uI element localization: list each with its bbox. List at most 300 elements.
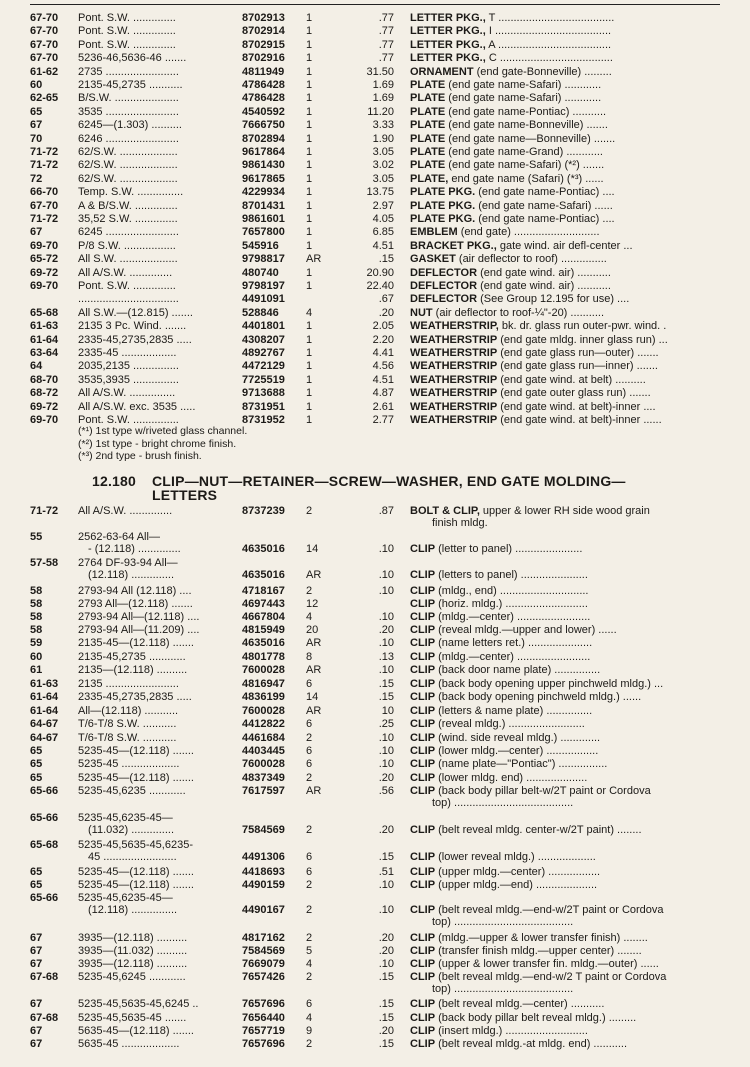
model-application: 2562-63-64 All— <box>78 531 160 543</box>
model-application: All A/S.W. ............... <box>78 387 176 400</box>
part-description <box>410 79 725 92</box>
part-name: LETTER PKG., <box>410 12 486 24</box>
part-number: 4635016 <box>242 637 285 649</box>
section-title-line2: LETTERS <box>152 487 218 503</box>
model-application: 5235-45—(12.118) ....... <box>78 866 194 878</box>
part-detail: upper & lower RH side wood grain <box>479 505 650 517</box>
part-description <box>410 133 725 146</box>
part-name: CLIP <box>410 904 436 916</box>
part-detail: (letters to panel) ...................... <box>435 569 588 581</box>
model-application: All S.W. ................... <box>78 253 178 266</box>
year-range: 62-65 <box>30 92 59 105</box>
part-number: 7669079 <box>242 958 285 970</box>
quantity: 1 <box>306 333 313 346</box>
price: .15 <box>378 851 394 863</box>
price: 11.20 <box>367 105 394 118</box>
part-name: WEATHERSTRIP <box>410 414 498 426</box>
price: 13.75 <box>366 186 394 199</box>
part-name: CLIP <box>410 664 436 676</box>
part-description <box>410 824 725 837</box>
year-range: 60 <box>30 651 43 663</box>
model-application: 62/S.W. ................... <box>78 159 178 172</box>
part-detail: (end gate-Bonneville) ......... <box>473 65 612 78</box>
part-detail: (transfer finish mldg.—upper center) ........ <box>435 945 642 957</box>
year-range: 69-70 <box>30 280 59 292</box>
part-name: GASKET <box>410 253 456 266</box>
part-description-cont: top) ....................................... <box>432 797 574 809</box>
part-name: CLIP <box>410 824 436 836</box>
part-detail: (lower mldg.—center) ................. <box>435 745 599 757</box>
part-name: CLIP <box>410 879 436 891</box>
footnote: (*³) 2nd type - brush finish. <box>78 450 202 462</box>
part-description <box>410 611 725 624</box>
year-range: 60 <box>30 79 43 91</box>
part-description <box>410 678 725 691</box>
part-name: CLIP <box>410 785 436 797</box>
part-number: 7657426 <box>242 971 285 983</box>
part-description <box>410 334 725 347</box>
price: .77 <box>378 52 394 65</box>
part-detail: (name plate—"Pontiac") ................ <box>435 758 608 770</box>
part-detail: (reveal mldg.) ......................... <box>435 718 585 730</box>
quantity: 1 <box>306 414 313 426</box>
part-name: DEFLECTOR <box>410 293 478 306</box>
part-detail: (back body pillar belt-w/2T paint or Cordova <box>435 785 651 797</box>
part-name: PLATE PKG. <box>410 199 476 212</box>
part-description <box>410 360 725 373</box>
model-application: 62/S.W. ................... <box>78 172 178 185</box>
price: .15 <box>378 691 394 703</box>
part-description <box>410 945 725 958</box>
model-application: 2335-45,2735,2835 ..... <box>78 333 192 346</box>
part-number: 4635016 <box>242 543 285 555</box>
quantity: 1 <box>306 387 313 400</box>
quantity: 8 <box>306 651 313 663</box>
part-number: 4786428 <box>242 92 285 105</box>
part-detail: (upper mldg.—end) .................... <box>435 879 598 891</box>
quantity: 1 <box>306 132 313 145</box>
quantity: 1 <box>306 65 313 78</box>
year-range: 65-66 <box>30 892 59 904</box>
part-number: 4403445 <box>242 745 285 757</box>
quantity: 2 <box>306 732 313 744</box>
part-detail: (end gate name-Pontiac) ........... <box>445 105 607 118</box>
part-detail: I ...................................... <box>485 25 612 38</box>
top-rule <box>30 4 720 5</box>
part-name: BOLT & CLIP, <box>410 505 480 517</box>
part-number: 4811949 <box>242 65 285 78</box>
model-application: 2135 3 Pc. Wind. ....... <box>78 320 187 333</box>
part-description <box>410 866 725 879</box>
part-number: 8702914 <box>242 25 285 38</box>
price: .25 <box>378 718 394 730</box>
part-number: 4892767 <box>242 347 285 359</box>
quantity: 1 <box>306 159 313 172</box>
part-name: CLIP <box>410 971 436 983</box>
part-description-cont: finish mldg. <box>432 517 488 529</box>
year-range: 65 <box>30 758 43 770</box>
part-number: 7600028 <box>242 705 285 717</box>
part-number: 8701431 <box>242 199 285 212</box>
part-description <box>410 387 725 400</box>
year-range: 68-72 <box>30 387 59 400</box>
part-detail: (back body opening pinchweld mldg.) ...... <box>435 691 642 703</box>
part-detail: (name letters ret.) ..................... <box>435 637 593 649</box>
part-description <box>410 186 725 199</box>
model-application: 5235-45,6235-45— <box>78 812 173 824</box>
model-application: B/S.W. ..................... <box>78 92 179 105</box>
part-name: CLIP <box>410 678 436 690</box>
price: .10 <box>378 879 394 891</box>
quantity: 1 <box>306 12 313 24</box>
model-application: 5635-45—(12.118) ....... <box>78 1025 194 1037</box>
part-number: 7657800 <box>242 226 285 239</box>
part-number: 8731952 <box>242 414 285 426</box>
part-number: 9798197 <box>242 280 285 292</box>
year-range: 64-67 <box>30 718 59 730</box>
price: 31.50 <box>366 65 394 78</box>
price: .20 <box>378 932 394 944</box>
year-range: 71-72 <box>30 159 59 172</box>
part-description <box>410 146 725 159</box>
year-range: 64 <box>30 360 43 373</box>
part-detail: (end gate name-Safari) ............ <box>445 79 602 91</box>
model-application: All A/S.W. .............. <box>78 505 173 517</box>
part-description <box>410 293 725 306</box>
section-number: 12.180 <box>92 473 137 489</box>
price: 4.41 <box>372 347 394 359</box>
part-description <box>410 664 725 677</box>
price: 2.20 <box>372 333 394 346</box>
part-detail: (end gate name-Pontiac) .... <box>475 186 615 199</box>
part-detail: (end gate name-Bonneville) ....... <box>445 119 608 132</box>
part-name: CLIP <box>410 691 436 703</box>
part-name: CLIP <box>410 758 436 770</box>
year-range: 67 <box>30 1025 43 1037</box>
part-name: CLIP <box>410 598 436 610</box>
price: 1.90 <box>372 132 394 145</box>
year-range: 58 <box>30 598 43 610</box>
part-description <box>410 772 725 785</box>
quantity: 1 <box>306 92 313 105</box>
model-application: 5235-45,6235-45— <box>78 892 173 904</box>
part-description <box>410 998 725 1011</box>
quantity: 4 <box>306 306 313 319</box>
part-name: CLIP <box>410 569 436 581</box>
year-range: 55 <box>30 531 43 543</box>
part-name: ORNAMENT <box>410 65 474 78</box>
part-detail: gate wind. air defl-center ... <box>496 239 633 252</box>
part-detail: T ...................................... <box>485 12 615 24</box>
part-detail: (belt reveal mldg. center-w/2T paint) ........ <box>435 824 642 836</box>
part-name: CLIP <box>410 637 436 649</box>
year-range: 67 <box>30 932 43 944</box>
quantity: 4 <box>306 958 313 970</box>
price: .15 <box>378 253 394 266</box>
part-number: 7657696 <box>242 1038 285 1050</box>
price: .10 <box>378 664 394 676</box>
quantity: AR <box>306 637 322 649</box>
part-number: 4697443 <box>242 598 285 610</box>
part-description <box>410 705 725 718</box>
model-application: 5235-45 ................... <box>78 758 180 770</box>
quantity: 2 <box>306 971 313 983</box>
year-range: 64-67 <box>30 732 59 744</box>
quantity: 20 <box>306 624 319 636</box>
price: .15 <box>378 678 394 690</box>
price: .20 <box>378 945 394 957</box>
price: .15 <box>378 971 394 983</box>
price: 4.51 <box>372 239 394 252</box>
model-application: Pont. S.W. .............. <box>78 12 176 24</box>
quantity: 1 <box>306 400 313 413</box>
price: .20 <box>378 306 394 319</box>
model-application: 3935—(12.118) .......... <box>78 958 188 970</box>
year-range: 67-70 <box>30 52 59 65</box>
part-detail: (end gate wind. air) ........... <box>477 266 611 279</box>
price: .10 <box>378 585 394 597</box>
part-description <box>410 732 725 745</box>
quantity: 1 <box>306 38 313 51</box>
part-detail: (belt reveal mldg.—center) ........... <box>435 998 605 1010</box>
model-application: All A/S.W. .............. <box>78 266 173 279</box>
price: 1.69 <box>372 79 394 91</box>
part-number: 7600028 <box>242 664 285 676</box>
part-description <box>410 543 725 556</box>
price: 3.05 <box>372 146 394 158</box>
model-application: All A/S.W. exc. 3535 ..... <box>78 400 196 413</box>
part-detail: (lower mldg. end) .................... <box>435 772 588 784</box>
part-name: EMBLEM <box>410 226 458 239</box>
part-detail: (back body pillar belt reveal mldg.) ......... <box>435 1012 637 1024</box>
model-application: 5235-45,6235 ............ <box>78 785 186 797</box>
part-detail: (letter to panel) ...................... <box>435 543 583 555</box>
quantity: 2 <box>306 772 313 784</box>
part-number: 545916 <box>242 239 279 252</box>
price: 4.05 <box>372 213 394 225</box>
year-range: 67-68 <box>30 1012 59 1024</box>
part-description <box>410 213 725 226</box>
part-description <box>410 25 725 38</box>
price: 4.87 <box>372 387 394 400</box>
price: .77 <box>378 38 394 51</box>
part-description-cont: top) ....................................... <box>432 916 574 928</box>
part-number: 4418693 <box>242 866 285 878</box>
price: .10 <box>378 904 394 916</box>
part-name: PLATE <box>410 92 446 105</box>
model-application: P/8 S.W. ................. <box>78 239 176 252</box>
part-name: NUT <box>410 306 433 319</box>
year-range: 65 <box>30 745 43 757</box>
part-description <box>410 651 725 664</box>
part-number: 4490167 <box>242 904 285 916</box>
year-range: 67 <box>30 998 43 1010</box>
part-number: 4837349 <box>242 772 285 784</box>
year-range: 61-64 <box>30 333 59 346</box>
part-description <box>410 637 725 650</box>
year-range: 67-70 <box>30 12 59 24</box>
part-name: BRACKET PKG., <box>410 239 497 252</box>
part-number: 4308207 <box>242 333 285 346</box>
part-detail: (air deflector to roof) ............... <box>455 253 607 266</box>
part-number: 4491091 <box>242 293 285 306</box>
quantity: 1 <box>306 373 313 386</box>
part-detail: (end gate name-Safari) ...... <box>475 199 613 212</box>
part-number: 8737239 <box>242 505 285 517</box>
quantity: 1 <box>306 79 313 91</box>
part-name: PLATE <box>410 79 446 91</box>
part-number: 4540592 <box>242 105 285 118</box>
year-range: 67-70 <box>30 38 59 51</box>
quantity: 1 <box>306 119 313 132</box>
year-range: 63-64 <box>30 347 59 359</box>
part-name: PLATE <box>410 146 446 158</box>
model-application: 2335-45,2735,2835 ..... <box>78 691 192 703</box>
part-description <box>410 307 725 320</box>
part-name: WEATHERSTRIP <box>410 360 498 373</box>
year-range: 69-72 <box>30 400 59 413</box>
part-detail: (end gate name-Grand) ............ <box>445 146 603 158</box>
year-range: 67-70 <box>30 199 59 212</box>
year-range: 61-62 <box>30 65 59 78</box>
part-number: 528846 <box>242 306 279 319</box>
part-detail: (upper mldg.—center) ................. <box>435 866 601 878</box>
quantity: 1 <box>306 320 313 333</box>
part-description <box>410 320 725 333</box>
model-application: Pont. S.W. .............. <box>78 280 176 292</box>
part-number: 7657696 <box>242 998 285 1010</box>
part-detail: (upper & lower transfer fin. mldg.—outer) ...... <box>435 958 659 970</box>
price: .77 <box>378 25 394 38</box>
model-application: 2135—(12.118) .......... <box>78 664 188 676</box>
model-application: 2793-94 All—(12.118) .... <box>78 611 200 623</box>
price: .87 <box>378 505 394 517</box>
part-name: CLIP <box>410 745 436 757</box>
model-application: 3935—(11.032) .......... <box>78 945 188 957</box>
quantity: 6 <box>306 866 313 878</box>
quantity: AR <box>306 664 322 676</box>
year-range: 69-70 <box>30 239 59 252</box>
model-application: 5235-45—(12.118) ....... <box>78 879 194 891</box>
price: .10 <box>378 732 394 744</box>
part-detail: (end gate name—Bonneville) ....... <box>445 132 616 145</box>
part-detail: (end gate glass run—outer) ....... <box>497 347 659 359</box>
year-range: 66-70 <box>30 186 59 199</box>
model-application: 2135 ........................ <box>78 678 179 690</box>
part-number: 7600028 <box>242 758 285 770</box>
part-name: CLIP <box>410 945 436 957</box>
model-application: 5635-45 ................... <box>78 1038 180 1050</box>
price: 2.61 <box>372 400 394 413</box>
model-application-cont: (11.032) .............. <box>88 824 174 836</box>
year-range: 67 <box>30 1038 43 1050</box>
model-application: 5235-45,5635-45,6235- <box>78 839 193 851</box>
part-number: 4667804 <box>242 611 285 623</box>
part-description <box>410 173 725 186</box>
part-detail: end gate name (Safari) (*³) ...... <box>448 172 604 185</box>
part-name: CLIP <box>410 851 436 863</box>
quantity: 6 <box>306 998 313 1010</box>
part-detail: (horiz. mldg.) ........................... <box>435 598 588 610</box>
part-description <box>410 1038 725 1051</box>
part-description-cont: top) ....................................... <box>432 983 574 995</box>
part-name: PLATE <box>410 105 446 118</box>
price: .10 <box>378 758 394 770</box>
footnote: (*²) 1st type - bright chrome finish. <box>78 437 237 450</box>
quantity: 1 <box>306 25 313 38</box>
part-name: CLIP <box>410 1038 436 1050</box>
year-range: 71-72 <box>30 213 59 225</box>
model-application: Pont. S.W. .............. <box>78 25 176 38</box>
model-application-cont: (12.118) .............. <box>88 569 174 581</box>
quantity: 1 <box>306 266 313 279</box>
year-range: 65 <box>30 105 43 118</box>
part-number: 9713688 <box>242 387 285 400</box>
part-name: PLATE <box>410 159 446 172</box>
model-application: Temp. S.W. ............... <box>78 186 184 199</box>
part-name: WEATHERSTRIP <box>410 347 498 359</box>
quantity: 2 <box>306 879 313 891</box>
year-range: 59 <box>30 637 43 649</box>
model-application: 5235-45,5635-45 ....... <box>78 1012 187 1024</box>
model-application: All—(12.118) ........... <box>78 705 179 717</box>
part-name: LETTER PKG., <box>410 25 486 38</box>
part-number: 8731951 <box>242 400 285 413</box>
part-detail: A ..................................... <box>485 38 612 51</box>
year-range: 71-72 <box>30 505 59 517</box>
part-description <box>410 585 725 598</box>
model-application: ................................. <box>78 293 179 306</box>
part-number: 4836199 <box>242 691 285 703</box>
price: 6.85 <box>372 226 394 239</box>
part-name: DEFLECTOR <box>410 266 478 279</box>
part-detail: (mldg., end) ............................. <box>435 585 589 597</box>
quantity: 2 <box>306 824 313 836</box>
part-name: WEATHERSTRIP, <box>410 320 499 333</box>
part-name: CLIP <box>410 772 436 784</box>
model-application: 2335-45 .................. <box>78 347 177 359</box>
part-name: PLATE PKG. <box>410 213 476 225</box>
part-description <box>410 958 725 971</box>
year-range: 67 <box>30 958 43 970</box>
part-number: 4718167 <box>242 585 285 597</box>
year-range: 58 <box>30 611 43 623</box>
year-range: 65-72 <box>30 253 59 266</box>
part-name: WEATHERSTRIP <box>410 373 498 386</box>
part-detail: (back door name plate) ............... <box>435 664 601 676</box>
model-application: 5235-45,6245 ............ <box>78 971 186 983</box>
quantity: 1 <box>306 199 313 212</box>
part-number: 9617865 <box>242 172 285 185</box>
part-description <box>410 598 725 611</box>
part-description <box>410 745 725 758</box>
price: 1.69 <box>372 92 394 105</box>
part-name: LETTER PKG., <box>410 52 486 65</box>
part-detail: (end gate name-Pontiac) .... <box>475 213 615 225</box>
section-title-line1: CLIP—NUT—RETAINER—SCREW—WASHER, END GATE MOLDING— <box>152 473 626 489</box>
part-number: 7666750 <box>242 119 285 132</box>
part-detail: (end gate wind. air) ........... <box>477 280 611 292</box>
quantity: 4 <box>306 1012 313 1024</box>
price: .20 <box>378 824 394 836</box>
part-name: CLIP <box>410 705 436 717</box>
part-description <box>410 39 725 52</box>
year-range: 65-68 <box>30 306 59 319</box>
part-name: CLIP <box>410 958 436 970</box>
part-number: 4412822 <box>242 718 285 730</box>
part-description <box>410 106 725 119</box>
price: .20 <box>378 1025 394 1037</box>
